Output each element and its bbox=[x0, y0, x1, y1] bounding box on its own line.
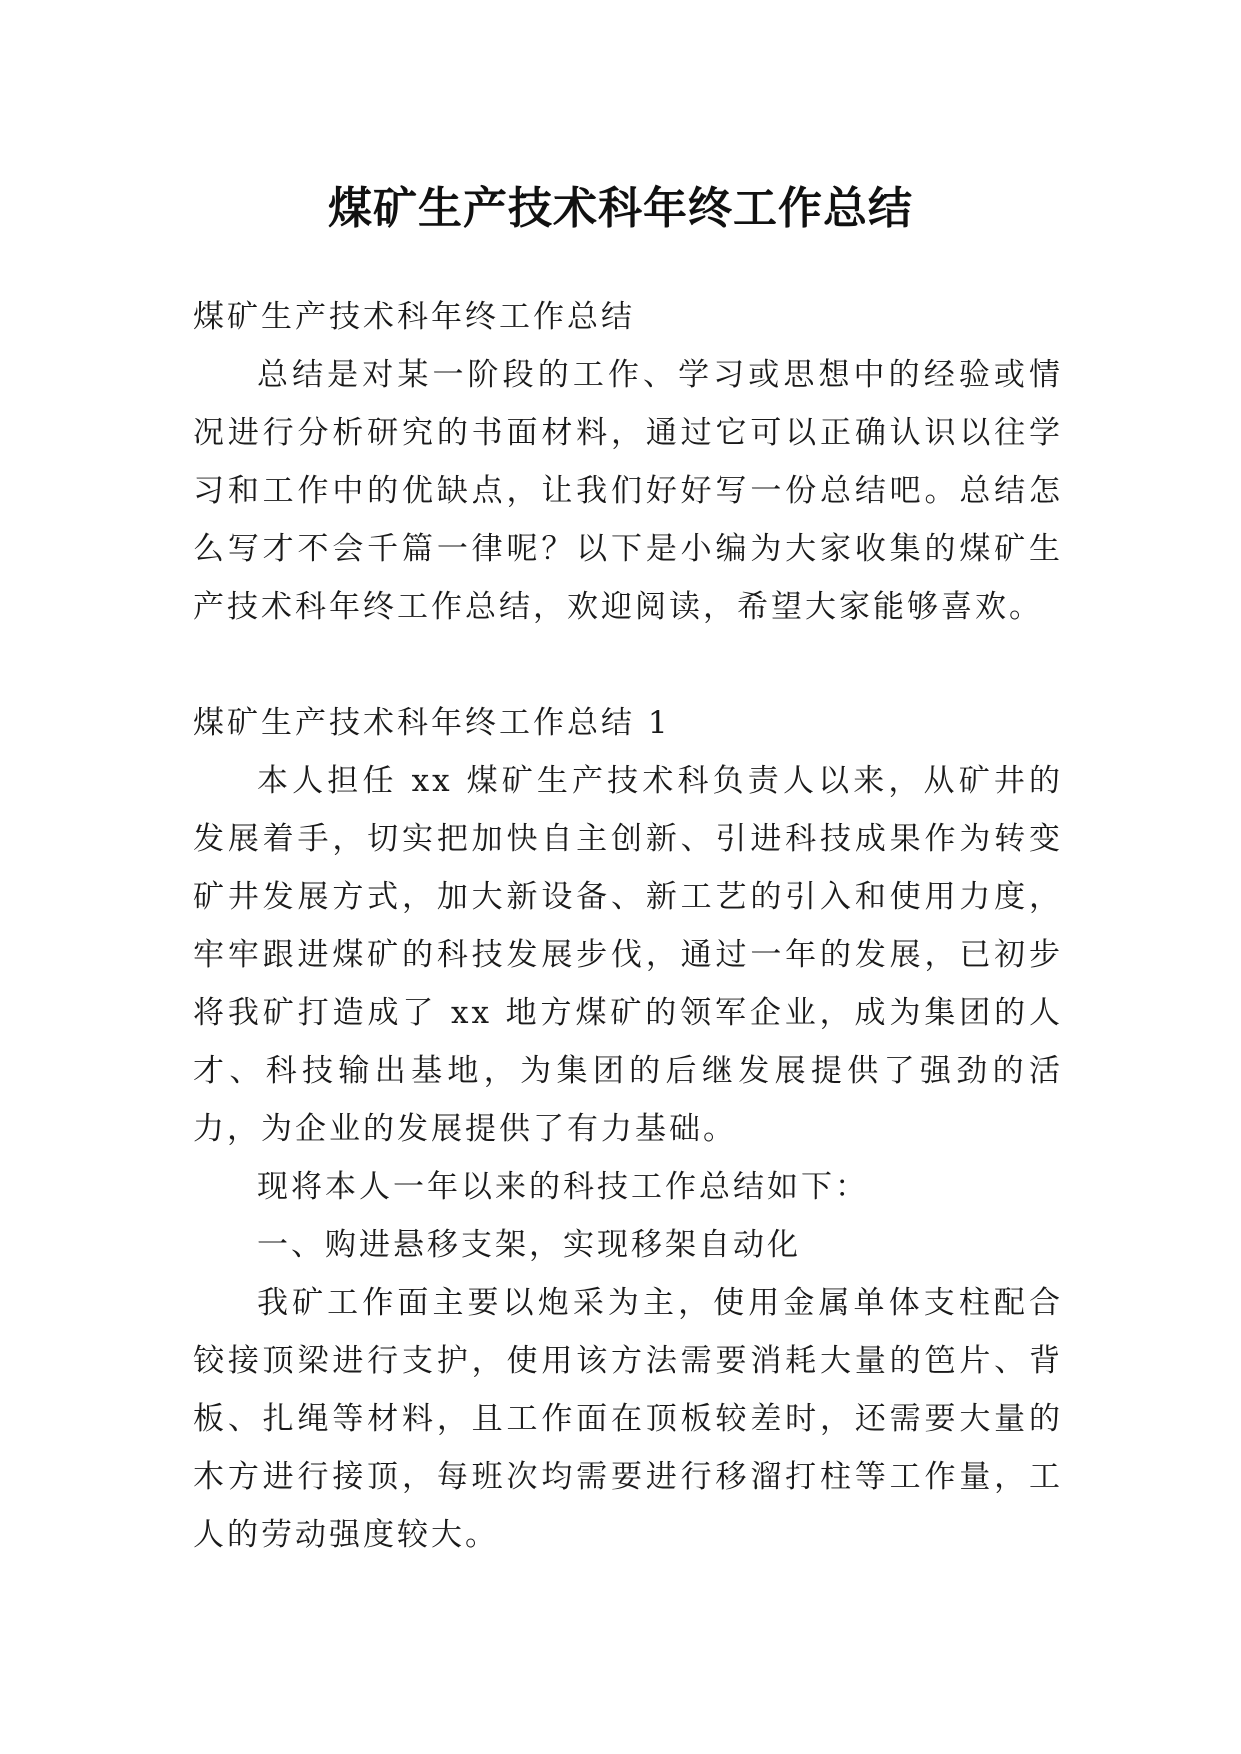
subsection-heading: 一、购进悬移支架，实现移架自动化 bbox=[257, 1227, 801, 1263]
body-paragraph: 本人担任 xx 煤矿生产技术科负责人以来，从矿井的发展着手，切实把加快自主创新、引进科技成果作为转变矿井发展方式，加大新设备、新工艺的引入和使用力度，牢牢跟进煤矿的科技发展步伐，通过一年的发展，已初步将我矿打造成了 xx 地方煤矿的领军企业，成为集团的人才、科技输出基地，为集团的后继发展提供了强劲的活力，为企业的发展提供了有力基础。 bbox=[193, 763, 1063, 1147]
body-paragraph: 我矿工作面主要以炮采为主，使用金属单体支柱配合铰接顶梁进行支护，使用该方法需要消耗大量的笆片、背板、扎绳等材料，且工作面在顶板较差时，还需要大量的木方进行接顶，每班次均需要进行移溜打柱等工作量，工人的劳动强度较大。 bbox=[193, 1285, 1063, 1553]
document-title: 煤矿生产技术科年终工作总结 bbox=[328, 183, 913, 235]
document-body bbox=[193, 288, 1063, 1564]
section-spacer bbox=[193, 636, 1063, 694]
body-paragraph: 现将本人一年以来的科技工作总结如下： bbox=[257, 1169, 869, 1205]
section-heading: 煤矿生产技术科年终工作总结 1 bbox=[193, 705, 671, 741]
document-subtitle: 煤矿生产技术科年终工作总结 bbox=[193, 299, 635, 335]
intro-paragraph: 总结是对某一阶段的工作、学习或思想中的经验或情况进行分析研究的书面材料，通过它可以正确认识以往学习和工作中的优缺点，让我们好好写一份总结吧。总结怎么写才不会千篇一律呢？以下是小编为大家收集的煤矿生产技术科年终工作总结，欢迎阅读，希望大家能够喜欢。 bbox=[193, 357, 1063, 625]
